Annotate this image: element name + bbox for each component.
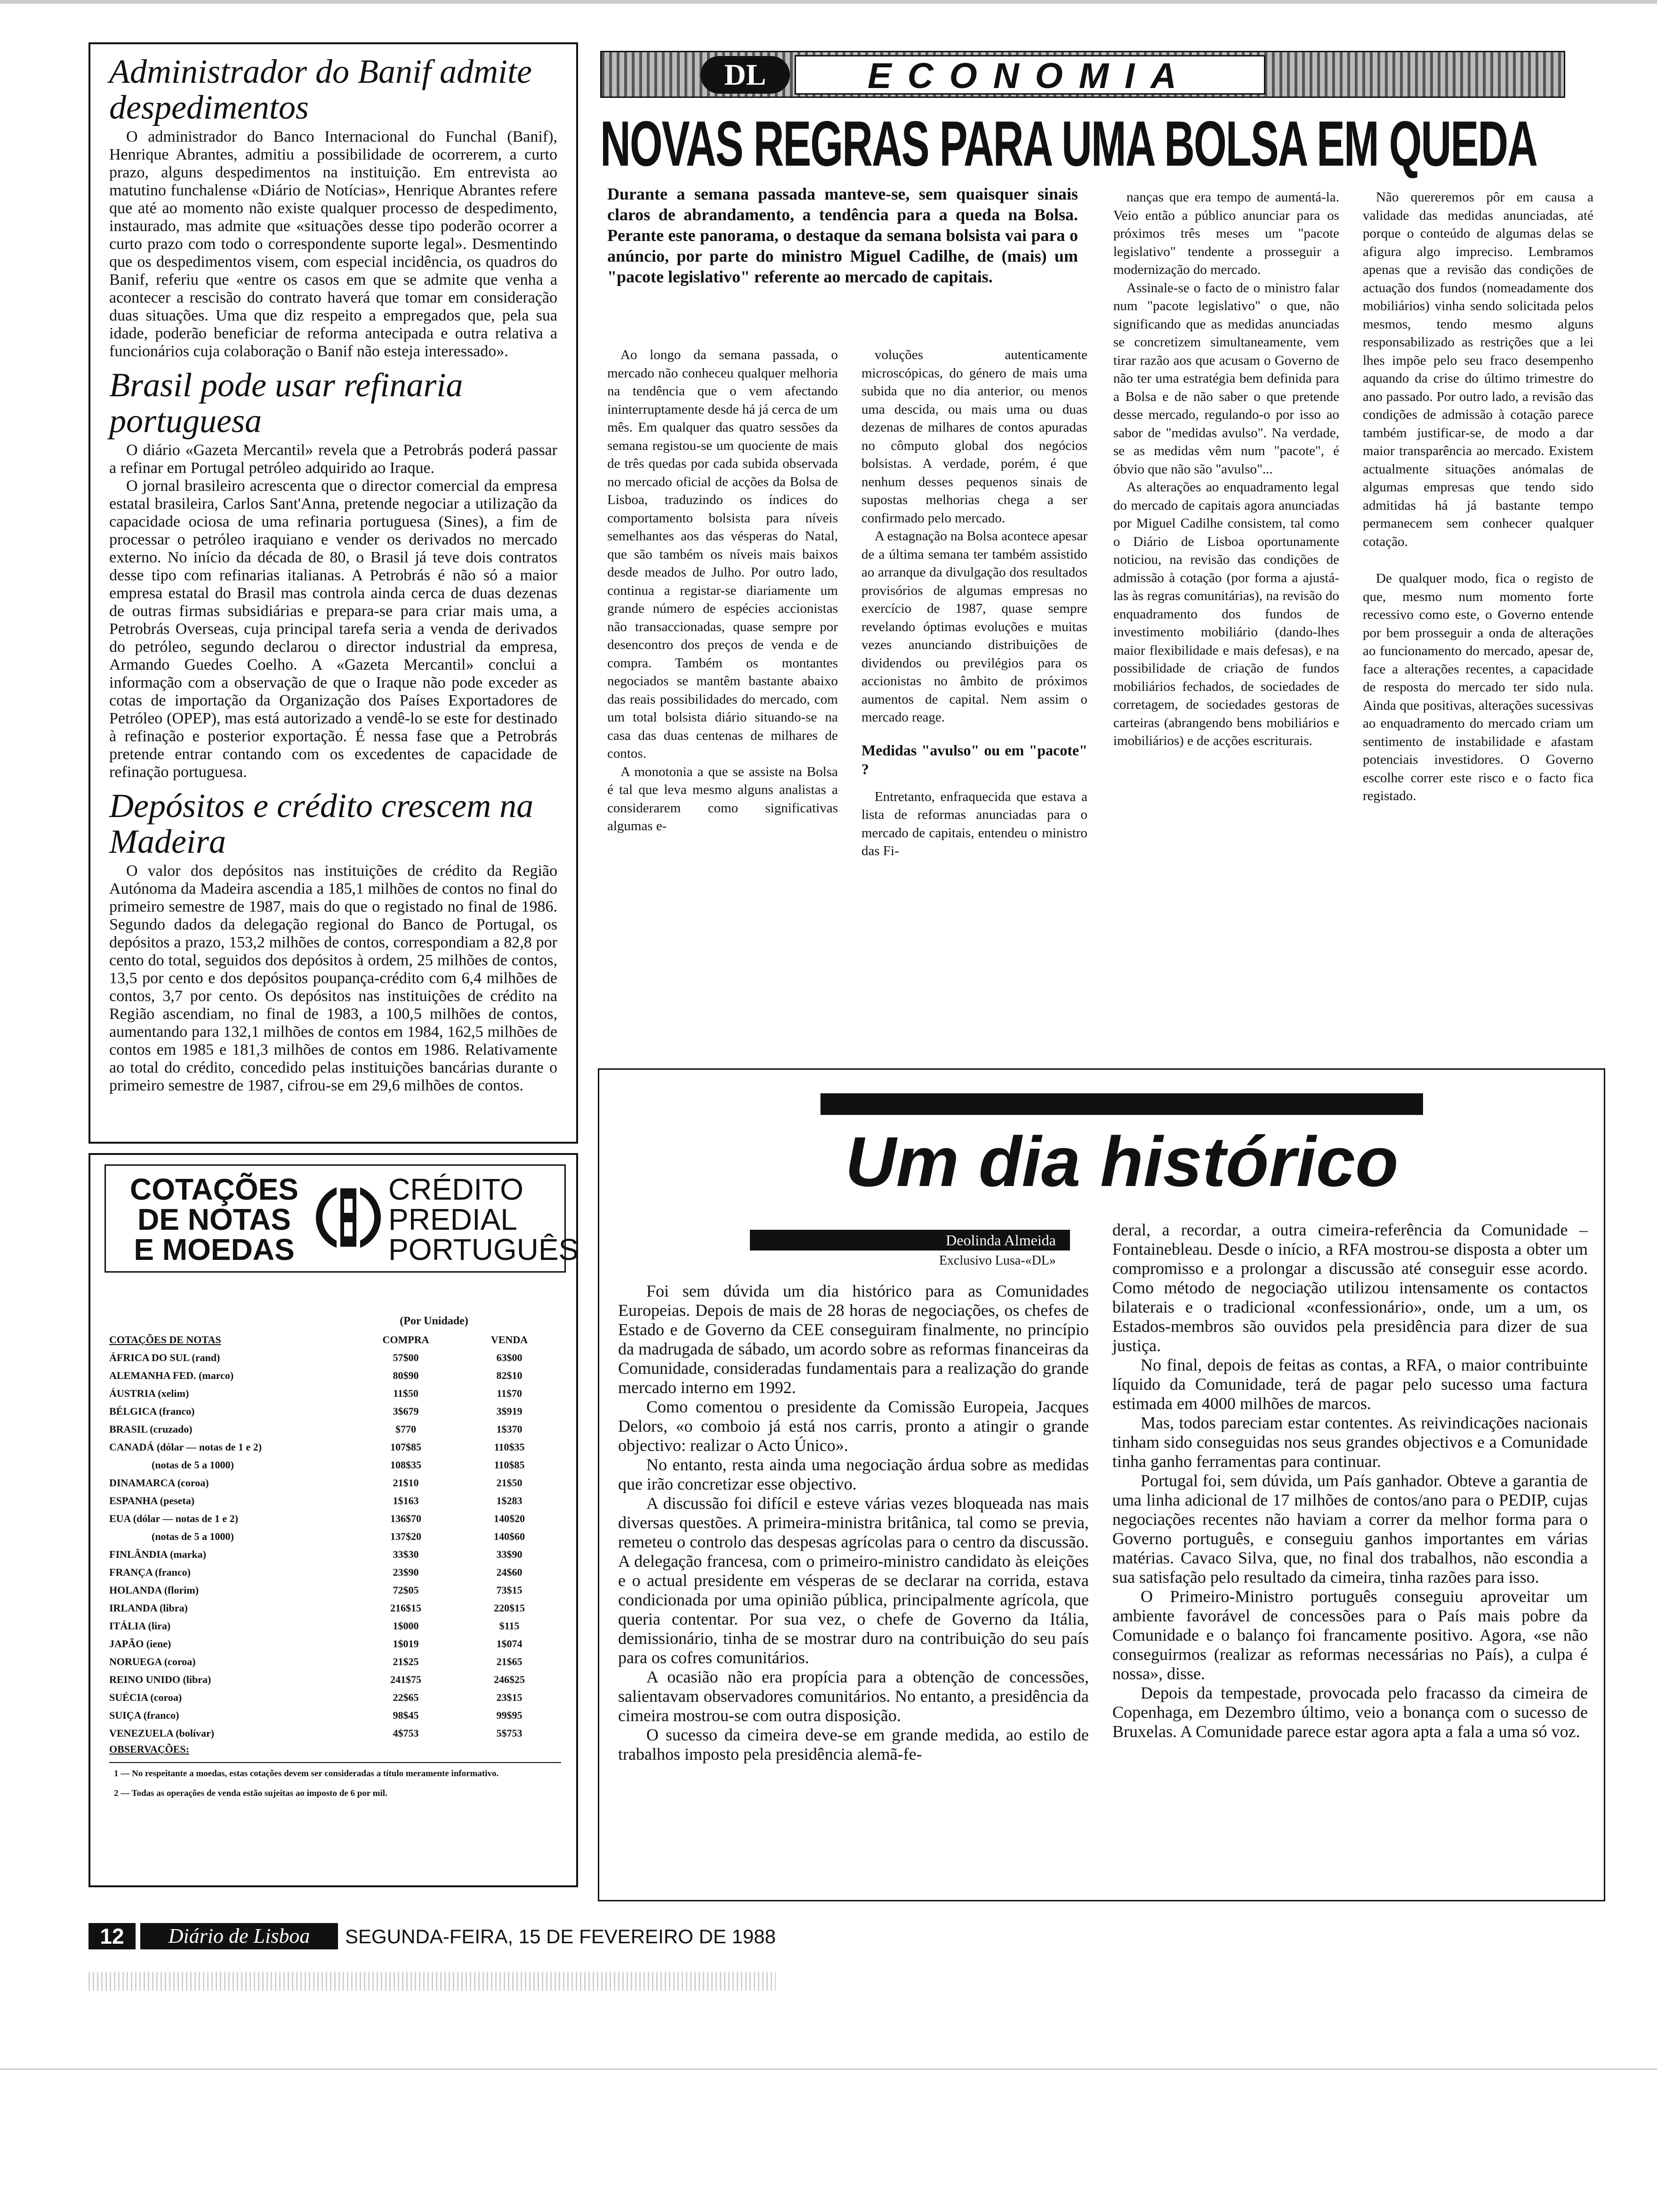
rate-row (109, 1349, 561, 1367)
sell-rate: 1$283 (496, 1495, 523, 1507)
brief-title: Administrador do Banif admite despedimentos (109, 53, 532, 126)
rate-row (109, 1492, 561, 1510)
currency-name: FRANÇA (franco) (109, 1566, 191, 1578)
buy-rate: 57$00 (393, 1352, 419, 1363)
bolsa-col-1 (607, 184, 1078, 315)
brief-title: Depósitos e crédito crescem na Madeira (109, 787, 534, 860)
bolsa-paragraph: A monotonia a que se assiste na Bolsa é tal que leva mesmo alguns analistas a considerarem como significativas algumas e- (607, 764, 838, 834)
buy-rate: 3$679 (393, 1405, 419, 1417)
buy-rate: 33$30 (393, 1548, 419, 1560)
sell-rate: 82$10 (496, 1370, 523, 1381)
currency-name: SUÉCIA (coroa) (109, 1691, 182, 1703)
buy-rate: 23$90 (393, 1566, 419, 1578)
rate-row (109, 1617, 561, 1635)
bolsa-paragraph: Não quereremos pôr em causa a validade das medidas anunciadas, até porque o conteúdo de algumas delas se afigura algo impreciso. Lembramos apenas que a revisão das condições de actuação dos fundos (nomeadamente dos mobiliários) vinha sendo solicitada pelos mesmos, tendo mesmo alguns responsabilizado as restrições que a lei lhes impõe pelo seu fraco desempenho aquando da crise do último trimestre do ano passado. Por outro lado, a revisão das condições de admissão à cotação parece também justificar-se, de modo a dar maior transparência ao mercado. Existem actualmente situações anómalas de algumas empresas que tendo sido admitidas há já bastante tempo permanecem sem conhecer qualquer cotação. (1363, 190, 1593, 549)
bolsa-paragraph: De qualquer modo, fica o registo de que, mesmo num momento forte recessivo como este, o Governo entende por bem prosseguir a onda de alterações ao funcionamento do mercado, apesar de, face a alterações recentes, a capacidade de resposta do mercado ter sido nula. Ainda que positivas, alterações sucessivas ao enquadramento do mercado criam um sentimento de instabilidade e afastam potenciais investidores. O Governo escolhe correr este risco e o facto fica registado. (1363, 571, 1593, 803)
currency-name: ÁUSTRIA (xelim) (109, 1387, 189, 1399)
sell-rate: 33$90 (496, 1548, 523, 1560)
buy-rate: 21$25 (393, 1656, 419, 1667)
observation: 2 — Todas as operações de venda estão sujeitas ao imposto de 6 por mil. (114, 1788, 387, 1798)
historico-paragraph: deral, a recordar, a outra cimeira-referência da Comunidade – Fontainebleau. Desde o início, a RFA mostrou-se disposta a obter um compromisso e a prolongar a discussão até conseguir esse acordo. Como método de negociação utilizou intensamente os contactos bilaterais e o tradicional «confessionário», onde, um a um, os Estados-membros são ouvidos pela presidência para dizer de sua justiça. (1112, 1220, 1588, 1355)
currency-name: DINAMARCA (coroa) (109, 1477, 209, 1489)
sell-rate: 140$20 (494, 1513, 525, 1524)
brief-paragraph: O diário «Gazeta Mercantil» revela que a Petrobrás poderá passar a refinar em Portugal petróleo adquirido ao Iraque. (109, 441, 557, 477)
bolsa-col-2 (861, 346, 1087, 860)
currency-name: BÉLGICA (franco) (109, 1405, 195, 1417)
dl-logo: DL (700, 56, 790, 94)
brief-title: Brasil pode usar refinaria portuguesa (109, 366, 463, 440)
historico-col-right (1112, 1220, 1588, 1741)
bolsa-col-4 (1363, 188, 1593, 805)
sell-rate: 73$15 (496, 1584, 523, 1596)
brief-body (109, 862, 557, 1095)
cotacoes-logo (105, 1164, 579, 1273)
logo-line: PORTUGUÊS (388, 1233, 579, 1266)
historico-box (598, 1068, 1605, 1901)
currency-name: SUIÇA (franco) (109, 1709, 179, 1721)
logo-line: CRÉDITO (388, 1172, 523, 1206)
currency-name: CANADÁ (dólar — notas de 1 e 2) (109, 1441, 262, 1453)
briefs-box (88, 42, 578, 1144)
sell-rate: 63$00 (496, 1352, 523, 1363)
historico-paragraph: O sucesso da cimeira deve-se em grande medida, ao estilo de trabalhos imposto pela presidência alemã-fe- (618, 1725, 1089, 1763)
sell-rate: 21$65 (496, 1656, 523, 1667)
section-label: ECONOMIA (795, 55, 1265, 95)
buy-rate: 216$15 (390, 1602, 421, 1614)
logo-line: E MOEDAS (134, 1233, 295, 1266)
obs-list (109, 1768, 561, 1800)
bolsa-paragraph: Ao longo da semana passada, o mercado não conheceu qualquer melhoria na tendência que o vem afectando ininterruptamente desde há já cerca de um mês. Em qualquer das quatro sessões da semana registou-se um quociente de mais de três quedas por cada subida observada no mercado oficial de acções da Bolsa de Lisboa, traduzindo os índices do comportamento bolsista para níveis semelhantes aos das vésperas do Natal, que são também os níveis mais baixos desde meados de Julho. Por outro lado, continua a registar-se diariamente um grande número de espécies accionistas não transaccionadas, quase sempre por desencontro dos preços de venda e de compra. Também os montantes negociados se mantêm bastante abaixo das reais possibilidades do mercado, com um total bolsista diário situando-se na casa das duas centenas de milhares de contos. (607, 347, 838, 761)
brief-body (109, 441, 557, 781)
sell-rate: $115 (499, 1620, 520, 1632)
buy-rate: 108$35 (390, 1459, 421, 1471)
currency-name: (notas de 5 a 1000) (152, 1531, 234, 1542)
buy-rate: 137$20 (390, 1531, 421, 1542)
currency-name: (notas de 5 a 1000) (152, 1459, 234, 1471)
buy-rate: 4$753 (393, 1727, 419, 1739)
bolsa-lead: Durante a semana passada manteve-se, sem quaisquer sinais claros de abrandamento, a tendência para a queda na Bolsa. Perante este panorama, o destaque da semana bolsista vai para o anúncio, por parte do ministro Miguel Cadilhe, de (mais) um "pacote legislativo" referente ao mercado de capitais. (607, 184, 1078, 286)
rate-row (109, 1456, 561, 1474)
sell-rate: 1$370 (496, 1423, 523, 1435)
footer (88, 1920, 936, 1953)
currency-name: ALEMANHA FED. (marco) (109, 1370, 234, 1381)
per-unit-label: (Por Unidade) (400, 1315, 468, 1327)
col-header-venda: VENDA (491, 1334, 528, 1346)
historico-rule (820, 1093, 1423, 1115)
logo-line: DE NOTAS (137, 1202, 291, 1236)
rate-row (109, 1474, 561, 1492)
historico-paragraph: Mas, todos pareciam estar contentes. As reivindicações nacionais tinham sido conseguidas nos seus grandes objectivos e a Comunidade tinha ganho ferramentas para continuar. (1112, 1413, 1588, 1471)
sell-rate: 99$95 (496, 1709, 523, 1721)
sell-rate: 24$60 (496, 1566, 523, 1578)
historico-paragraph: Como comentou o presidente da Comissão Europeia, Jacques Delors, «o comboio já está nos carris, pronto a atingir o grande objectivo: realizar o Acto Único». (618, 1397, 1089, 1455)
rate-row (109, 1724, 561, 1742)
col-header-compra: COMPRA (382, 1334, 429, 1346)
sell-rate: 220$15 (494, 1602, 525, 1614)
currency-name: EUA (dólar — notas de 1 e 2) (109, 1513, 238, 1524)
historico-paragraph: A discussão foi difícil e esteve várias vezes bloqueada nas mais diversas questões. A primeira-ministra britânica, tal como se previa, remeteu o controlo das despesas agrícolas para o centro da discussão. A delegação francesa, com o primeiro-ministro candidato às eleições e o actual presidente em vésperas de se declarar na corrida, estava condicionada por uma opinião pública, principalmente agrícola, que queria contentar. Por sua vez, o chefe de Governo da Itália, demissionário, tinha de se mostrar duro na contribuição do seu país para os cofres comunitários. (618, 1494, 1089, 1667)
sell-rate: 1$074 (496, 1638, 523, 1650)
historico-col-left (618, 1282, 1089, 1764)
rate-row (109, 1385, 561, 1403)
rate-row (109, 1403, 561, 1420)
brief-paragraph: O jornal brasileiro acrescenta que o director comercial da empresa estatal brasileira, Carlos Sant'Anna, pretende negociar a utilização da capacidade ociosa de uma refinaria portuguesa (Sines), a fim de processar o petróleo iraquiano e vender os derivados no mercado externo. No início da década de 80, o Brasil já teve dois contratos desse tipo com refinarias italianas. A Petrobrás é não só a maior empresa estatal do Brasil mas controla ainda cerca de duas dezenas de outras firmas subsidiárias e prepara-se para criar mais uma, a Petrobrás Overseas, cuja principal tarefa seria a venda de derivados do petróleo, segundo declarou o director industrial da empresa, Armando Guedes Coelho. A «Gazeta Mercantil» conclui a informação com a observação de que o Iraque não pode exceder as cotas de importação da Organização dos Países Exportadores de Petróleo (OPEP), mas está autorizado a vendê-lo se este for destinado à refinação e posterior exportação. É nessa fase que a Petrobrás pretende entrar contando com os excedentes de capacidade de refinação portuguesa. (109, 477, 557, 781)
historico-paragraph: A ocasião não era propícia para a obtenção de concessões, salientavam observadores comunitários. No entanto, a presidência da cimeira mostrou-se com outra disposição. (618, 1667, 1089, 1725)
sell-rate: 3$919 (496, 1405, 523, 1417)
historico-paragraph: O Primeiro-Ministro português conseguiu aproveitar um ambiente favorável de concessões para o País mais pobre da Comunidade e o balanço foi francamente positivo. Agora, «se não conseguirmos (realizar as reformas necessárias no País), a culpa é nossa», disse. (1112, 1587, 1588, 1683)
sell-rate: 23$15 (496, 1691, 523, 1703)
rate-row (109, 1653, 561, 1671)
logo-line: COTAÇÕES (130, 1172, 298, 1206)
sell-rate: 246$25 (494, 1674, 525, 1685)
rate-row (109, 1510, 561, 1528)
historico-title: Um dia histórico (845, 1122, 1399, 1201)
cotacoes-table-wrap (109, 1315, 561, 1807)
rate-row (109, 1689, 561, 1707)
brief-body (109, 128, 557, 361)
bolsa-paragraph: Assinale-se o facto de o ministro falar num "pacote legislativo" o que, não significando que as medidas anunciadas se concretizem simultaneamente, vem tirar razão aos que acusam o Governo de não ter uma estratégia bem definida para a Bolsa e de não saber o que pretende desse mercado, regulando-o por isso ao sabor de "medidas avulso". Na verdade, se as medidas vêm num "pacote", é óbvio que não são "avulso"... (1113, 280, 1339, 477)
bolsa-col-3 (1113, 188, 1339, 750)
currency-name: ITÁLIA (lira) (109, 1620, 171, 1632)
author-source: Exclusivo Lusa-«DL» (939, 1253, 1056, 1268)
cpp-emblem-icon (313, 1180, 384, 1255)
main-headline: NOVAS REGRAS PARA UMA BOLSA EM QUEDA (600, 108, 1537, 179)
buy-rate: 136$70 (390, 1513, 421, 1524)
observation: 1 — No respeitante a moedas, estas cotações devem ser consideradas a título meramente informativo. (114, 1769, 499, 1779)
bolsa-paragraph: A estagnação na Bolsa acontece apesar de a última semana ter também assistido ao arranque da divulgação dos resultados provisórios de algumas empresas no exercício de 1987, quase sempre revelando óptimas evoluções e muitas vezes anunciando distribuições de dividendos ou previlégios para os accionistas no âmbito de próximos aumentos de capital. Nem assim o mercado reage. (861, 529, 1087, 725)
historico-paragraph: No final, depois de feitas as contas, a RFA, o maior contribuinte líquido da Comunidade, terá de pagar pelo sucesso uma factura estimada em 4000 milhões de marcos. (1112, 1355, 1588, 1413)
currency-name: IRLANDA (libra) (109, 1602, 188, 1614)
rate-row (109, 1635, 561, 1653)
currency-name: BRASIL (cruzado) (109, 1423, 193, 1435)
section-banner (600, 51, 1565, 98)
cotacoes-table (109, 1331, 561, 1742)
briefs-container (109, 54, 557, 1095)
buy-rate: 80$90 (393, 1370, 419, 1381)
logo-right-text (388, 1172, 579, 1266)
buy-rate: 22$65 (393, 1691, 419, 1703)
currency-name: ÁFRICA DO SUL (rand) (109, 1352, 220, 1363)
logo-left-text (115, 1174, 313, 1265)
historico-paragraph: Portugal foi, sem dúvida, um País ganhador. Obteve a garantia de uma linha adicional de 17 milhões de contos/ano para o PEDIP, cujas negociações recentes não haviam a correr da melhor forma para o Governo português, e conseguiu ganhos importantes em várias matérias. Cavaco Silva, que, no final dos trabalhos, não escondia a sua satisfação pelo resultado da cimeira, tinha razões para isso. (1112, 1471, 1588, 1587)
currency-name: FINLÂNDIA (marka) (109, 1548, 206, 1560)
rate-row (109, 1438, 561, 1456)
bolsa-col-1-body (607, 346, 838, 835)
footer-date: SEGUNDA-FEIRA, 15 DE FEVEREIRO DE 1988 (345, 1925, 776, 1948)
buy-rate: 72$05 (393, 1584, 419, 1596)
historico-paragraph: Depois da tempestade, provocada pelo fracasso da cimeira de Copenhaga, em Dezembro último, veio a bonança com o sucesso de Bruxelas. A Comunidade parece estar agora apta a fala a uma só voz. (1112, 1683, 1588, 1741)
historico-paragraph: Foi sem dúvida um dia histórico para as Comunidades Europeias. Depois de mais de 28 horas de negociações, os chefes de Estado e de Governo da CEE conseguiram finalmente, no princípio da madrugada de sábado, um acordo sobre as reformas financeiras da Comunidade, consideradas fundamentais para a realização do grande mercado interno em 1992. (618, 1282, 1089, 1397)
bolsa-paragraph: Entretanto, enfraquecida que estava a lista de reformas anunciadas para o mercado de capitais, entendeu o ministro das Fi- (861, 789, 1087, 858)
brief-paragraph: O valor dos depósitos nas instituições de crédito da Região Autónoma da Madeira ascendia a 185,1 milhões de contos no final do primeiro semestre de 1987, mais do que o registado no final de 1986. Segundo dados da delegação regional do Banco de Portugal, os depósitos a prazo, 153,2 milhões de contos, correspondiam a 82,8 por cento do total, seguidos dos depósitos à ordem, 25 milhões de contos, 13,5 por cento e dos depósitos poupança-crédito com 6,4 milhões de contos, 3,7 por cento. Os depósitos nas instituições de crédito na Região ascendiam, no final de 1983, a 100,5 milhões de contos, aumentando para 132,1 milhões de contos em 1984, 162,5 milhões de contos em 1985 e 181,3 milhões de contos em 1986. Relativamente ao total do crédito, concedido pelas instituições bancárias durante o primeiro semestre de 1987, cifrou-se em 29,6 milhões de contos. (109, 862, 557, 1094)
buy-rate: 11$50 (393, 1387, 418, 1399)
buy-rate: 1$000 (393, 1620, 419, 1632)
sell-rate: 110$35 (494, 1441, 525, 1453)
rate-row (109, 1671, 561, 1689)
logo-line: PREDIAL (388, 1202, 517, 1236)
rate-row (109, 1599, 561, 1617)
rate-row (109, 1420, 561, 1438)
currency-name: NORUEGA (coroa) (109, 1656, 196, 1667)
buy-rate: 241$75 (390, 1674, 421, 1685)
buy-rate: $770 (395, 1423, 416, 1435)
currency-name: JAPÃO (iene) (109, 1638, 171, 1650)
buy-rate: 98$45 (393, 1709, 419, 1721)
rate-row (109, 1546, 561, 1563)
rate-row (109, 1563, 561, 1581)
currency-name: REINO UNIDO (libra) (109, 1674, 211, 1685)
obs-label: OBSERVAÇÕES: (109, 1743, 189, 1755)
bolsa-paragraph: nanças que era tempo de aumentá-la. Veio então a público anunciar para os próximos três meses um "pacote legislativo" tendente a prosseguir a modernização do mercado. (1113, 190, 1339, 277)
bolsa-paragraph: As alterações ao enquadramento legal do mercado de capitais agora anunciadas por Miguel Cadilhe consistem, tal como o Diário de Lisboa oportunamente noticiou, na revisão das condições de admissão à cotação (por forma a ajustá-las às regras comunitárias), na revisão do enquadramento dos fundos de investimento mobiliário (dando-lhes maior flexibilidade e mais defesas), e na possibilidade de criação de fundos mobiliários fechados, de sociedades de corretagem, de sociedades gestoras de carteiras (abrangendo bens mobiliários e imobiliários) e de acções escriturais. (1113, 480, 1339, 748)
masthead-logo: Diário de Lisboa (140, 1923, 338, 1949)
historico-paragraph: No entanto, resta ainda uma negociação árdua sobre as medidas que irão concretizar esse objectivo. (618, 1455, 1089, 1493)
bolsa-paragraph: voluções autenticamente microscópicas, do género de mais uma subida que no dia anterior, ou menos uma descida, ou mais uma ou duas dezenas de milhares de contos apuradas no cômputo global dos negócios bolsistas. A verdade, porém, é que nenhum desses pequenos sinais de supostas melhorias chega a ser confirmado pelo mercado. (861, 347, 1087, 526)
currency-name: VENEZUELA (bolívar) (109, 1727, 215, 1739)
currency-name: HOLANDA (florim) (109, 1584, 199, 1596)
rate-row (109, 1367, 561, 1385)
buy-rate: 21$10 (393, 1477, 419, 1489)
sell-rate: 140$60 (494, 1531, 525, 1542)
buy-rate: 107$85 (390, 1441, 421, 1453)
obs-divider (109, 1762, 561, 1763)
buy-rate: 1$019 (393, 1638, 419, 1650)
bleed-through (88, 1972, 776, 1991)
scan-bottom-line (0, 2068, 1657, 2070)
rate-row (109, 1707, 561, 1724)
sell-rate: 5$753 (496, 1727, 523, 1739)
sell-rate: 110$85 (494, 1459, 525, 1471)
rate-row (109, 1581, 561, 1599)
page-number: 12 (88, 1923, 136, 1949)
sell-rate: 21$50 (496, 1477, 523, 1489)
author-bar: Deolinda Almeida (750, 1230, 1070, 1250)
currency-name: ESPANHA (peseta) (109, 1495, 195, 1507)
buy-rate: 1$163 (393, 1495, 419, 1507)
scan-edge-line (0, 0, 1657, 4)
rate-row (109, 1528, 561, 1546)
cotacoes-box (88, 1153, 578, 1887)
sell-rate: 11$70 (497, 1387, 522, 1399)
col-header-label: COTAÇÕES DE NOTAS (109, 1334, 221, 1346)
bolsa-subhead: Medidas "avulso" ou em "pacote" ? (861, 741, 1087, 777)
brief-paragraph: O administrador do Banco Internacional do Funchal (Banif), Henrique Abrantes, admitiu a possibilidade de ocorrerem, a curto prazo, alguns despedimentos na instituição. Em entrevista ao matutino funchalense «Diário de Notícias», Henrique Abrantes refere que até ao momento não existe qualquer processo de despedimento, instaurado, mas admite que «situações desse tipo poderão ocorrer a curto prazo com todo o correspondente suporte legal». Desmentindo que os despedimentos visem, com especial incidência, os quadros do Banif, referiu que «entre os casos em que se admite que venha a acontecer a rescisão do contrato haverá que tomar em consideração duas situações. Uma que diz respeito a empregados que, pela sua idade, poderão beneficiar de reforma antecipada e outra relativa a funcionários cuja colaboração o Banif não esteja interessado». (109, 128, 557, 360)
